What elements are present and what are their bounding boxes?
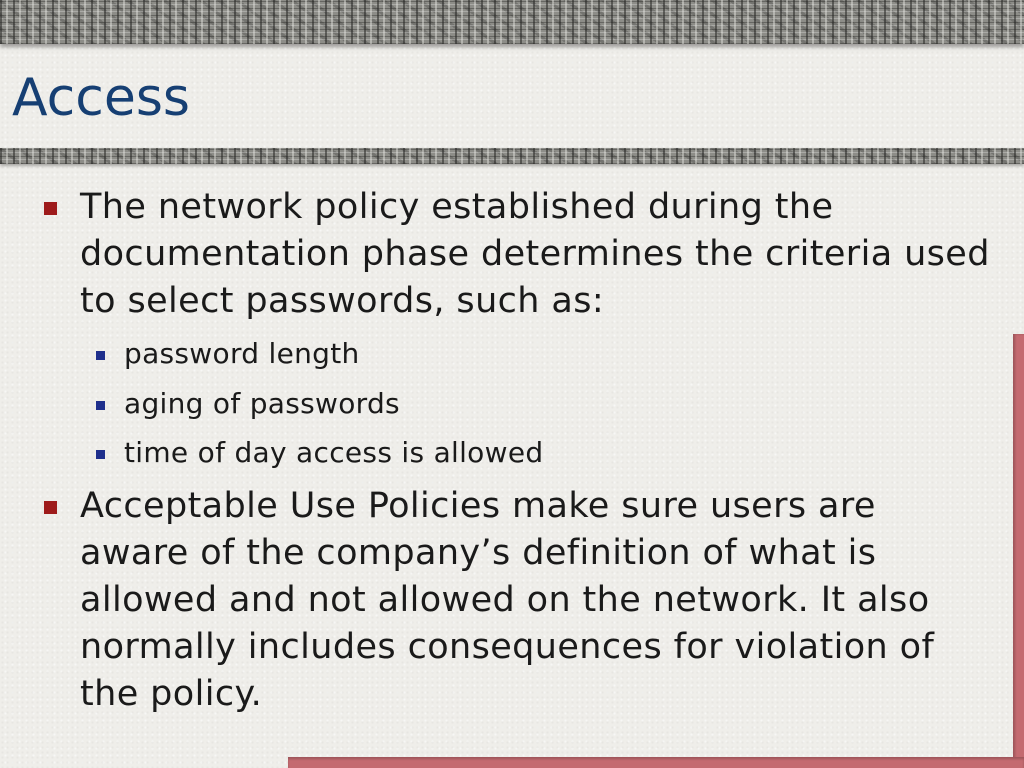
sub-item-aging-of-passwords: aging of passwords xyxy=(124,387,400,420)
sub-bullet-square-icon xyxy=(96,450,105,459)
bullet-item-acceptable-use-policies: Acceptable Use Policies make sure users are aware of the company’s definition of what is allowed and not allowed on the network. It also normally includes consequences for violation of the policy. xyxy=(80,486,935,714)
bullet-square-icon xyxy=(44,501,57,514)
slide-title: Access xyxy=(12,68,191,128)
sub-bullet-square-icon xyxy=(96,351,105,360)
sub-item-time-of-day-access: time of day access is allowed xyxy=(124,436,544,469)
bullet-item-network-policy: The network policy established during the documentation phase determines the criteria used to select passwords, such as: xyxy=(80,187,990,321)
sub-bullet-square-icon xyxy=(96,401,105,410)
bullet-square-icon xyxy=(44,202,57,215)
sub-item-password-length: password length xyxy=(124,337,360,370)
